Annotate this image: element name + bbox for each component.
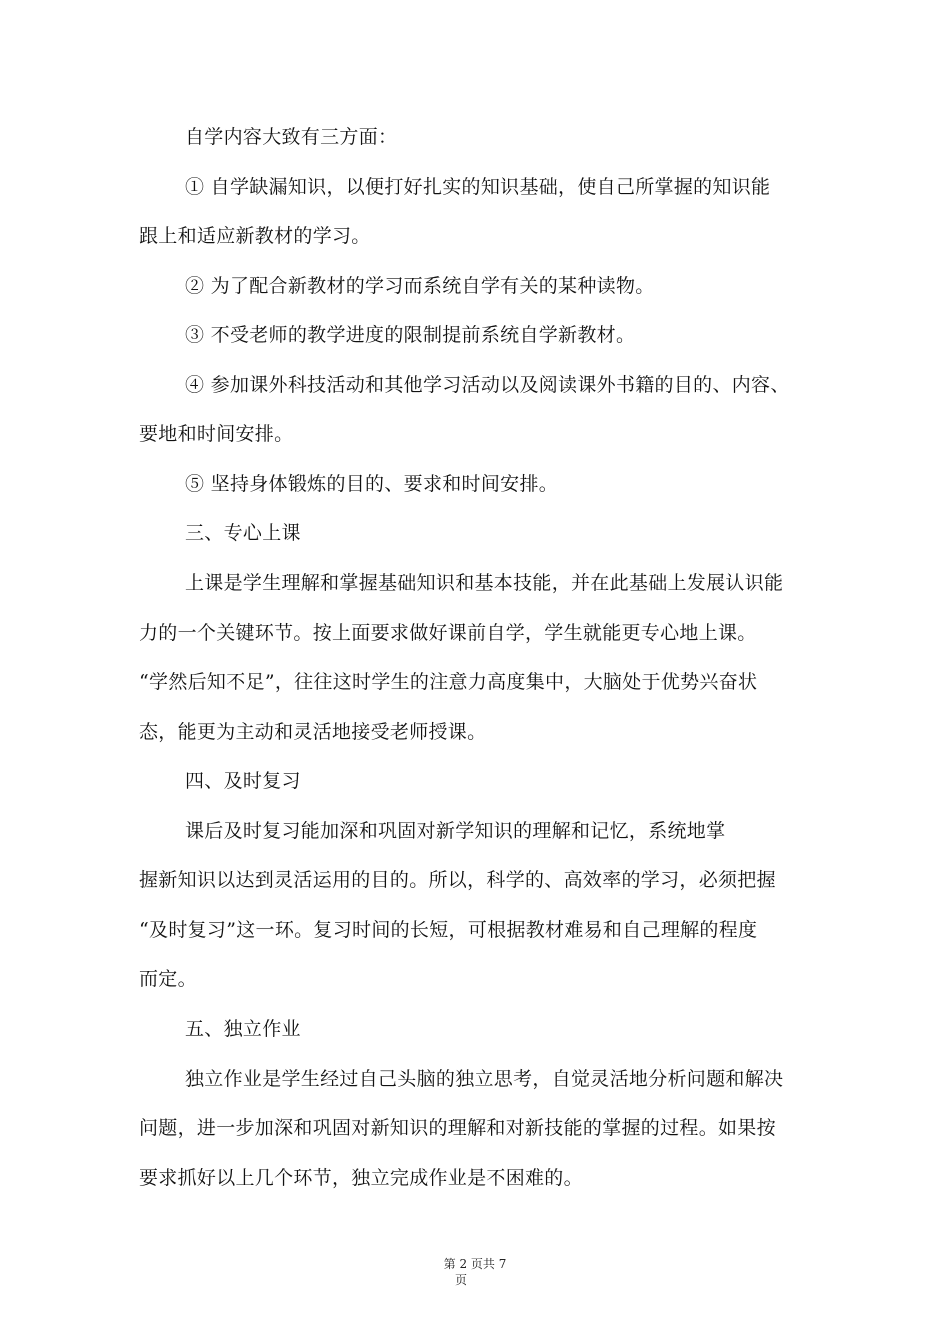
paragraph-line: “及时复习”这一环。复习时间的长短，可根据教材难易和自己理解的程度 [139,919,758,941]
paragraph-line: 握新知识以达到灵活运用的目的。所以，科学的、高效率的学习，必须把握 [139,869,776,891]
text-line-item-1: ① 自学缺漏知识，以便打好扎实的知识基础，使自己所掌握的知识能 [185,176,771,198]
paragraph-line: 力的一个关键环节。按上面要求做好课前自学，学生就能更专心地上课。 [139,622,757,644]
paragraph-line: 态，能更为主动和灵活地接受老师授课。 [139,721,487,743]
text-line-item-4: ④ 参加课外科技活动和其他学习活动以及阅读课外书籍的目的、内容、 [185,374,790,396]
paragraph-line: 而定。 [139,968,197,990]
section-heading-4: 四、及时复习 [185,770,301,792]
text-line-intro: 自学内容大致有三方面： [185,126,398,148]
page-number-line-2: 页 [454,1273,467,1287]
section-heading-3: 三、专心上课 [185,522,301,544]
text-line-item-5: ⑤ 坚持身体锻炼的目的、要求和时间安排。 [185,473,559,495]
section-heading-5: 五、独立作业 [185,1018,301,1040]
paragraph-line: “学然后知不足”，往往这时学生的注意力高度集中，大脑处于优势兴奋状 [139,671,758,693]
page-number-line-1: 第 2 页共 7 [443,1257,507,1271]
paragraph-line: 独立作业是学生经过自己头脑的独立思考，自觉灵活地分析问题和解决 [185,1068,784,1090]
paragraph-line: 问题，进一步加深和巩固对新知识的理解和对新技能的掌握的过程。如果按 [139,1117,776,1139]
text-line-item-3: ③ 不受老师的教学进度的限制提前系统自学新教材。 [185,324,636,346]
text-line-item-1-cont: 跟上和适应新教材的学习。 [139,225,371,247]
paragraph-line: 课后及时复习能加深和巩固对新学知识的理解和记忆，系统地掌 [185,820,726,842]
text-line-item-4-cont: 要地和时间安排。 [139,423,294,445]
paragraph-line: 要求抓好以上几个环节，独立完成作业是不困难的。 [139,1167,583,1189]
text-line-item-2: ② 为了配合新教材的学习而系统自学有关的某种读物。 [185,275,655,297]
paragraph-line: 上课是学生理解和掌握基础知识和基本技能，并在此基础上发展认识能 [185,572,784,594]
